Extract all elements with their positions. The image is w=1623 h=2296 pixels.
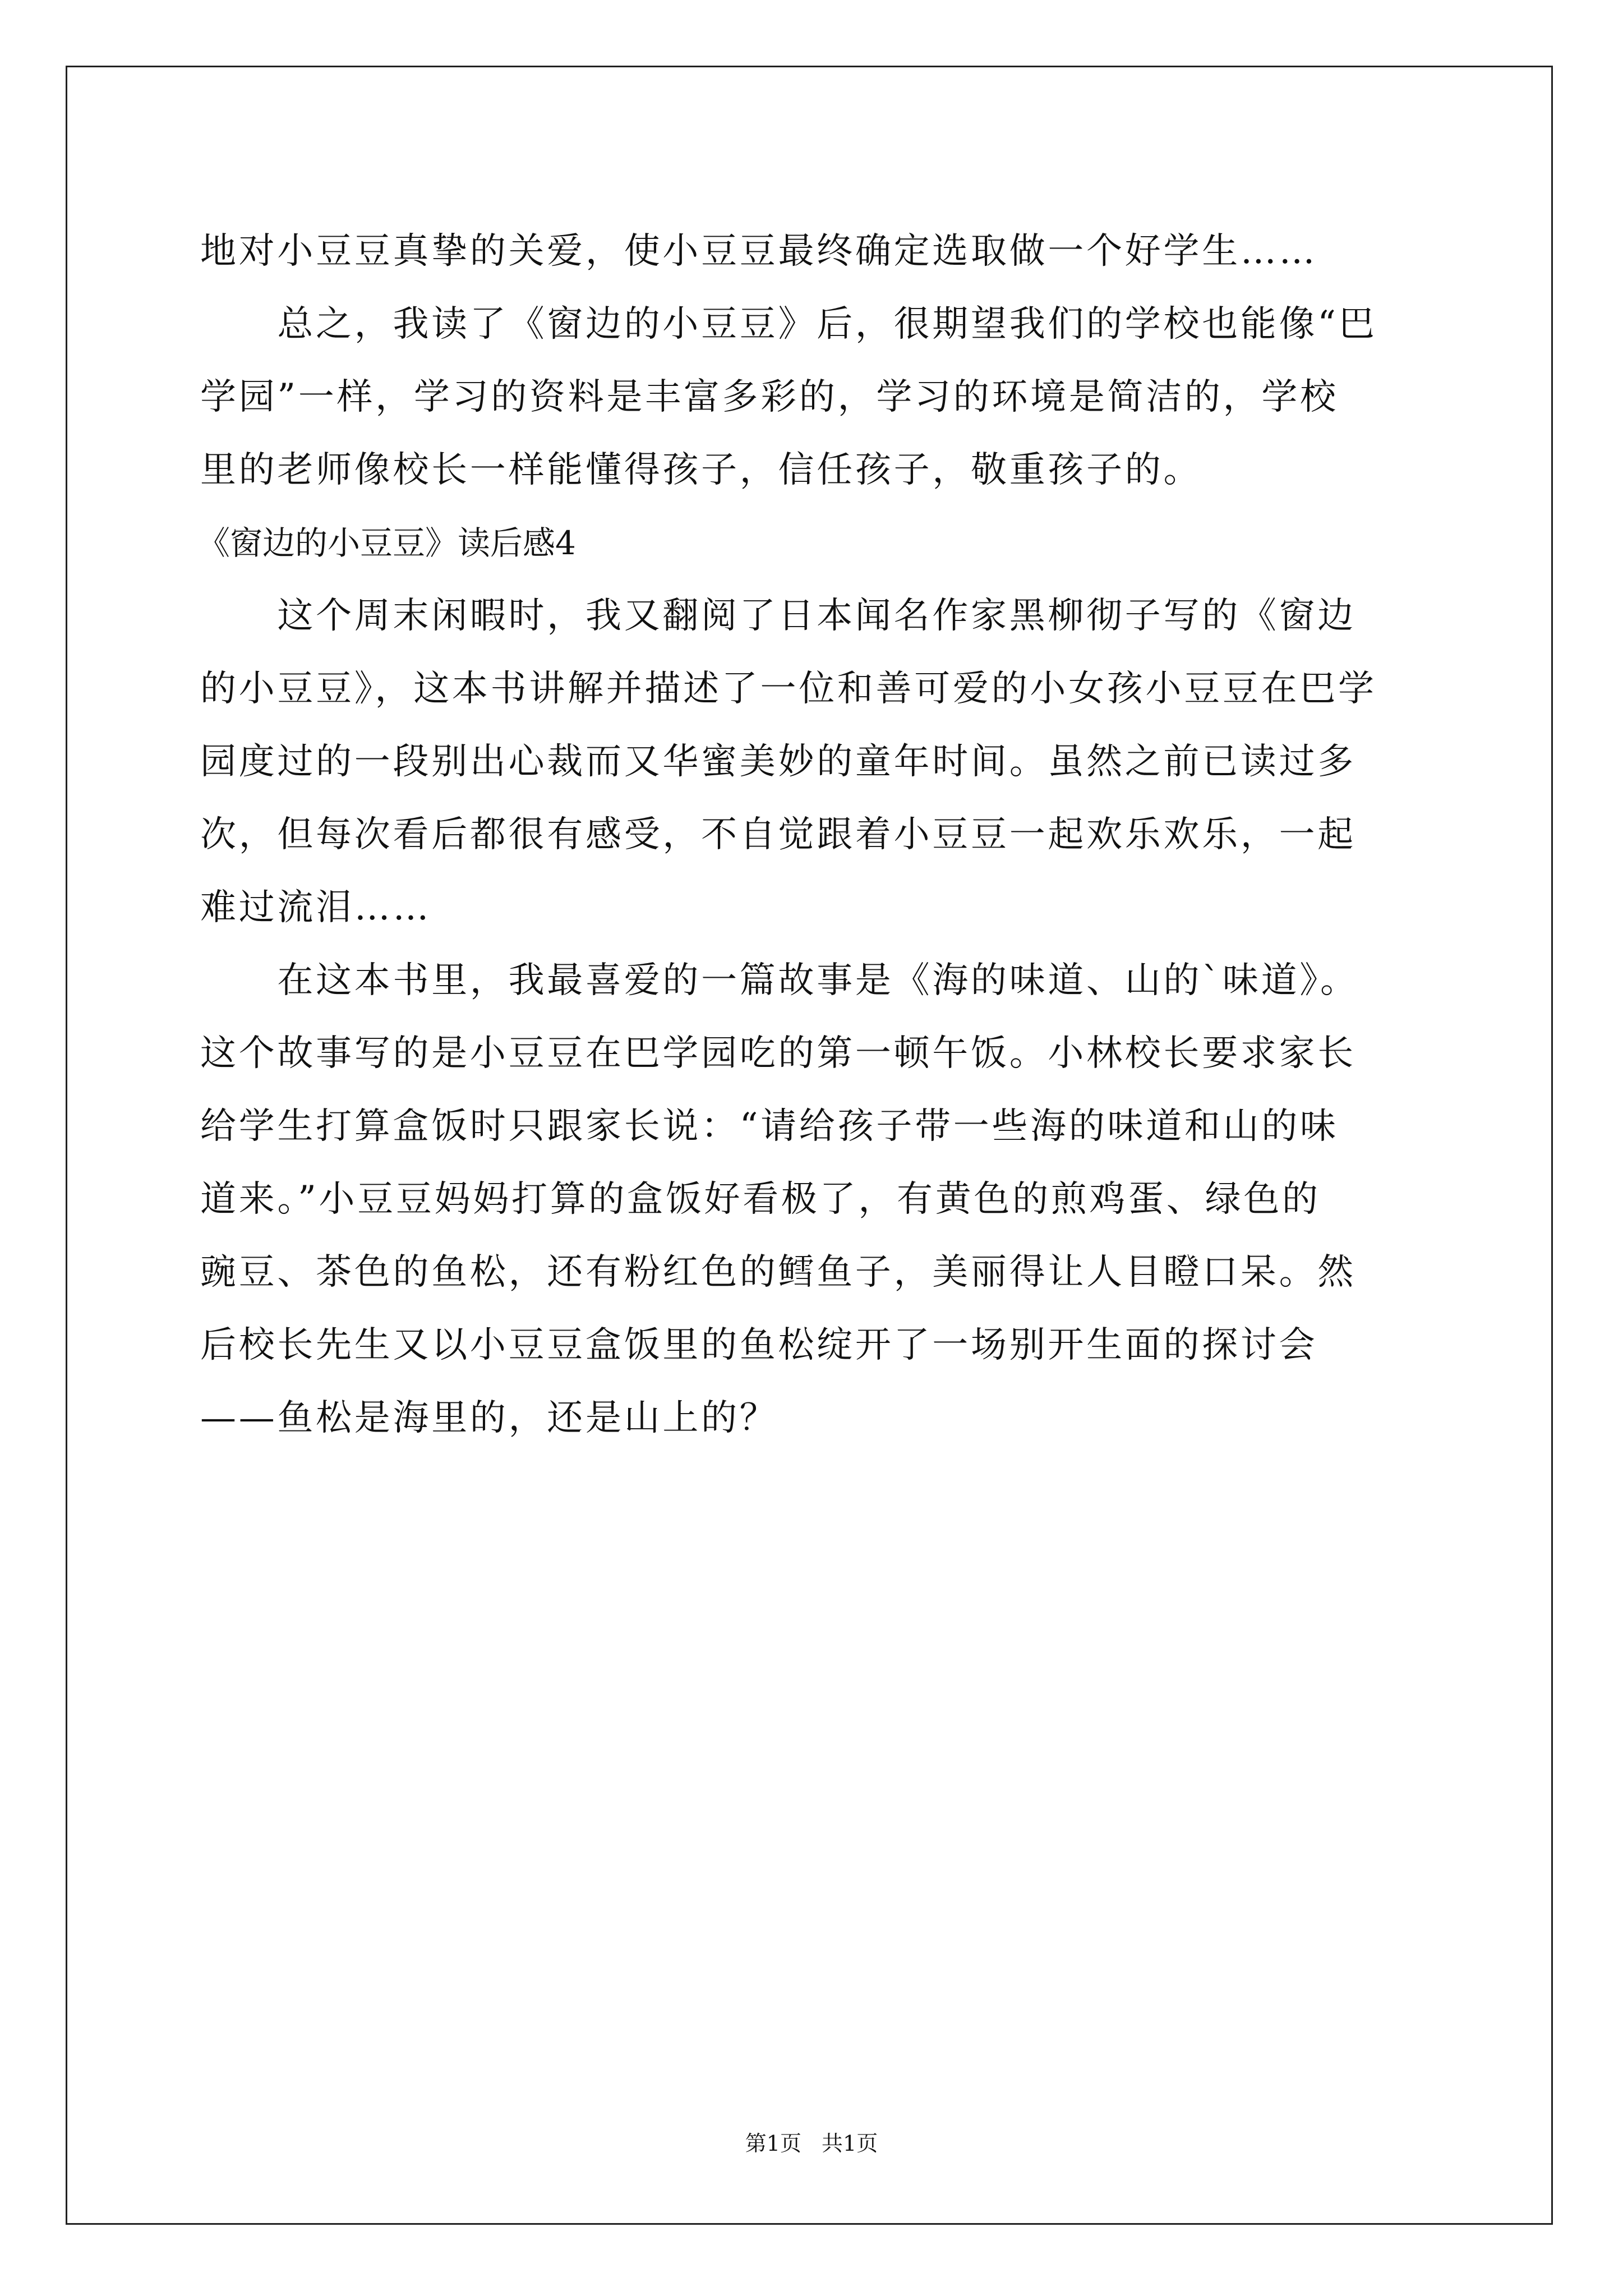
text-line: 在这本书里，我最喜爱的一篇故事是《海的味道、山的`味道》。 <box>200 960 1359 1001</box>
text-line: 这个故事写的是小豆豆在巴学园吃的第一顿午饭。小林校长要求家长 <box>200 1033 1356 1074</box>
page-number: 第1页 <box>745 2131 801 2156</box>
text-line: 地对小豆豆真挚的关爱，使小豆豆最终确定选取做一个好学生…… <box>200 231 1318 272</box>
text-line: 后校长先生又以小豆豆盒饭里的鱼松绽开了一场别开生面的探讨会 <box>200 1324 1318 1366</box>
text-line: 难过流泪…… <box>200 887 432 928</box>
section-heading: 《窗边的小豆豆》读后感4 <box>197 524 576 562</box>
text-line: ——鱼松是海里的，还是山上的？ <box>200 1397 778 1439</box>
text-line: 园度过的一段别出心裁而又华蜜美妙的童年时间。虽然之前已读过多 <box>200 741 1356 783</box>
text-line: 总之，我读了《窗边的小豆豆》后，很期望我们的学校也能像“巴 <box>200 303 1377 345</box>
page-total: 共1页 <box>822 2131 878 2156</box>
text-line: 给学生打算盒饭时只跟家长说：“请给孩子带一些海的味道和山的味 <box>200 1106 1339 1147</box>
text-line: 学园”一样，学习的资料是丰富多彩的，学习的环境是简洁的，学校 <box>200 376 1339 418</box>
text-line: 豌豆、茶色的鱼松，还有粉红色的鳕鱼子，美丽得让人目瞪口呆。然 <box>200 1251 1356 1293</box>
text-line: 里的老师像校长一样能懂得孩子，信任孩子，敬重孩子的。 <box>200 449 1202 491</box>
text-line: 次，但每次看后都很有感受，不自觉跟着小豆豆一起欢乐欢乐，一起 <box>200 814 1356 855</box>
text-line: 这个周末闲暇时，我又翻阅了日本闻名作家黑柳彻子写的《窗边 <box>200 595 1356 637</box>
text-line: 道来。”小豆豆妈妈打算的盒饭好看极了，有黄色的煎鸡蛋、绿色的 <box>200 1179 1321 1220</box>
text-line: 的小豆豆》，这本书讲解并描述了一位和善可爱的小女孩小豆豆在巴学 <box>200 668 1377 710</box>
page-footer <box>0 2129 1623 2157</box>
